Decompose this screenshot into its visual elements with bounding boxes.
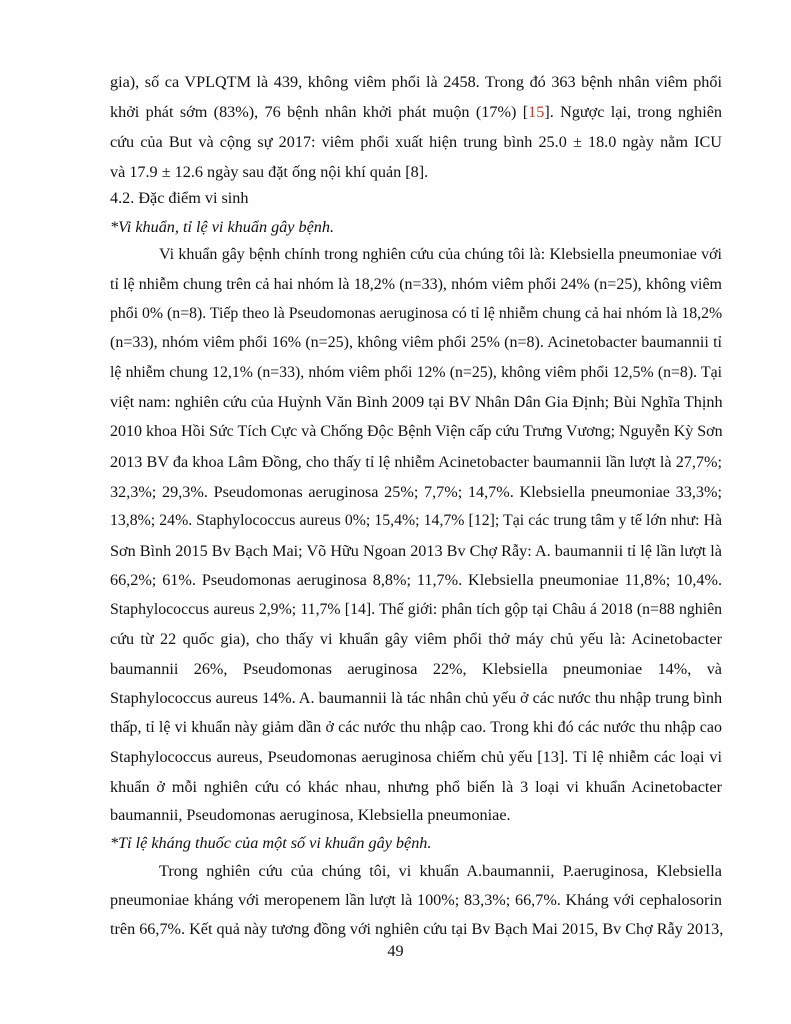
subheading-drug-resistance: *Tỉ lệ kháng thuốc của một số vi khuẩn gây bệnh. <box>110 834 432 852</box>
paragraph-2-line: 13,8%; 24%. Staphylococcus aureus 0%; 15,4%; 14,7% [12]; Tại các trung tâm y tế lớn như: Hà <box>110 512 722 529</box>
paragraph-2-line: khuẩn ở mỗi nghiên cứu có khác nhau, nhưng phổ biến là 3 loại vi khuẩn Acinetobacter <box>110 778 722 796</box>
subheading-bacteria-rate: *Vi khuẩn, tỉ lệ vi khuẩn gây bệnh. <box>110 218 335 236</box>
paragraph-2-line: Staphylococcus aureus 14%. A. baumannii là tác nhân chủ yếu ở các nước thu nhập trung bình <box>110 689 723 707</box>
paragraph-3-line: trên 66,7%. Kết quả này tương đồng với nghiên cứu tại Bv Bạch Mai 2015, Bv Chợ Rẫy 2013, <box>110 920 724 938</box>
paragraph-2-line: Vi khuẩn gây bệnh chính trong nghiên cứu của chúng tôi là: Klebsiella pneumoniae với <box>159 246 722 263</box>
section-heading: 4.2. Đặc điểm vi sinh <box>110 189 249 207</box>
paragraph-2-line: cứu từ 22 quốc gia), cho thấy vi khuẩn gây viêm phổi thở máy chủ yếu là: Acinetobacter <box>110 630 722 648</box>
paragraph-2-line: (n=33), nhóm viêm phổi 16% (n=25), không viêm phổi 25% (n=8). Acinetobacter baumannii tỉ <box>110 334 722 351</box>
paragraph-2-line: 2013 BV đa khoa Lâm Đồng, cho thấy tỉ lệ nhiễm Acinetobacter baumannii lần lượt là 27,7%; <box>110 453 722 471</box>
paragraph-1-line-2-text-b: ]. Ngược lại, trong nghiên <box>544 103 722 121</box>
reference-link-15[interactable]: 15 <box>528 103 545 121</box>
paragraph-2-line: 2010 khoa Hồi Sức Tích Cực và Chống Độc Bệnh Viện cấp cứu Trưng Vương; Nguyễn Kỳ Sơn <box>110 423 723 440</box>
paragraph-2-line: việt nam: nghiên cứu của Huỳnh Văn Bình 2009 tại BV Nhân Dân Gia Định; Bùi Nghĩa Thịnh <box>110 393 723 411</box>
paragraph-1-line-3: cứu của But và cộng sự 2017: viêm phổi xuất hiện trung bình 25.0 ± 18.0 ngày nằm ICU <box>110 133 722 151</box>
paragraph-1-line-2-text-a: khởi phát sớm (83%), 76 bệnh nhân khởi phát muộn (17%) [ <box>110 103 529 121</box>
paragraph-3-line: Trong nghiên cứu của chúng tôi, vi khuẩn A.baumannii, P.aeruginosa, Klebsiella <box>159 862 722 880</box>
paragraph-2-line-last: baumannii, Pseudomonas aeruginosa, Klebsiella pneumoniae. <box>110 806 511 824</box>
paragraph-1-line-2 <box>110 100 722 124</box>
paragraph-2-line: Staphylococcus aureus, Pseudomonas aeruginosa chiếm chủ yếu [13]. Tỉ lệ nhiễm các loại vi <box>110 748 722 766</box>
paragraph-2-line: phổi 0% (n=8). Tiếp theo là Pseudomonas aeruginosa có tỉ lệ nhiễm chung cả hai nhóm là 18,2% <box>110 305 723 322</box>
paragraph-2-line: 32,3%; 29,3%. Pseudomonas aeruginosa 25%; 7,7%; 14,7%. Klebsiella pneumoniae 33,3%; <box>110 483 722 501</box>
paragraph-2-line: thấp, tỉ lệ vi khuẩn này giảm dần ở các nước thu nhập cao. Trong khi đó các nước thu nhập cao <box>110 719 722 736</box>
paragraph-2-line: Staphylococcus aureus 2,9%; 11,7% [14]. Thế giới: phân tích gộp tại Châu á 2018 (n=88 nghiên <box>110 601 722 618</box>
paragraph-2-line: baumannii 26%, Pseudomonas aeruginosa 22%, Klebsiella pneumoniae 14%, và <box>110 660 722 678</box>
paragraph-2-line: 66,2%; 61%. Pseudomonas aeruginosa 8,8%; 11,7%. Klebsiella pneumoniae 11,8%; 10,4%. <box>110 571 722 589</box>
paragraph-2-line: Sơn Bình 2015 Bv Bạch Mai; Võ Hữu Ngoan 2013 Bv Chợ Rẫy: A. baumannii tỉ lệ lần lượt là <box>110 542 722 560</box>
paragraph-1-line-4: và 17.9 ± 12.6 ngày sau đặt ống nội khí quản [8]. <box>110 163 429 181</box>
paragraph-3-line: pneumoniae kháng với meropenem lần lượt là 100%; 83,3%; 66,7%. Kháng với cephalosorin <box>110 891 722 909</box>
paragraph-1-line-1: gia), số ca VPLQTM là 439, không viêm phổi là 2458. Trong đó 363 bệnh nhân viêm phổi <box>110 73 722 91</box>
paragraph-2-line: tỉ lệ nhiễm chung trên cả hai nhóm là 18,2% (n=33), nhóm viêm phổi 24% (n=25), không viêm <box>110 276 722 293</box>
paragraph-2-line: lệ nhiễm chung 12,1% (n=33), nhóm viêm phổi 12% (n=25), không viêm phổi 12,5% (n=8). Tại <box>110 364 722 381</box>
page-number: 49 <box>387 942 404 960</box>
